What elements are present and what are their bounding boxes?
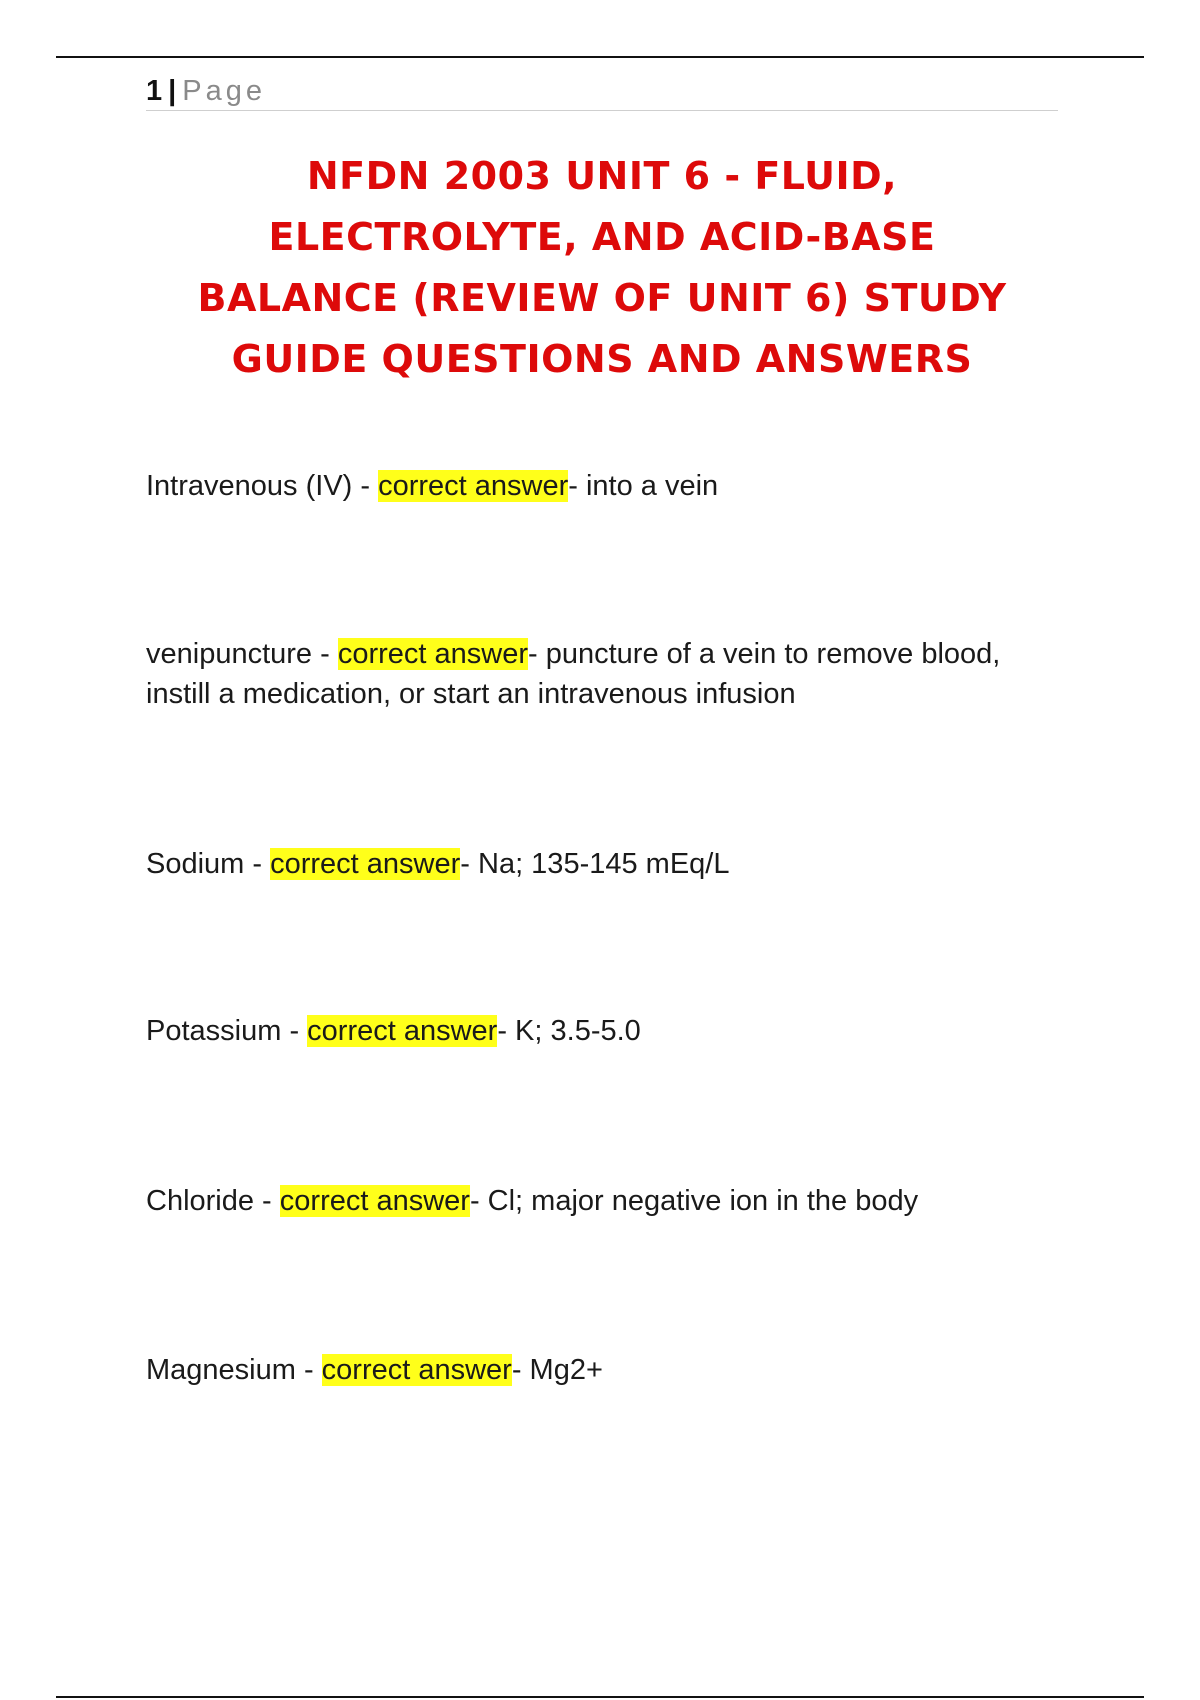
qa-answer: - puncture of a vein to remove blood, instill a medication, or start an intravenous infusion xyxy=(146,638,1001,710)
qa-item-venipuncture xyxy=(146,634,1046,714)
title-line: ELECTROLYTE, AND ACID-BASE xyxy=(268,215,936,259)
title-line: BALANCE (REVIEW OF UNIT 6) STUDY xyxy=(197,276,1007,320)
top-rule xyxy=(56,56,1144,58)
qa-answer: - Na; 135-145 mEq/L xyxy=(460,848,730,880)
qa-term: Sodium - xyxy=(146,848,271,880)
qa-item-magnesium xyxy=(146,1350,1046,1390)
qa-item-intravenous xyxy=(146,466,1046,506)
document-title xyxy=(146,146,1058,390)
qa-item-potassium xyxy=(146,1011,1046,1051)
qa-answer: - K; 3.5-5.0 xyxy=(497,1015,641,1047)
page-separator: | xyxy=(168,75,177,107)
qa-item-chloride xyxy=(146,1181,1046,1221)
title-line: GUIDE QUESTIONS AND ANSWERS xyxy=(231,337,973,381)
qa-term: Intravenous (IV) - xyxy=(146,470,379,502)
qa-term: venipuncture - xyxy=(146,638,338,670)
correct-answer-highlight: correct answer xyxy=(337,638,528,670)
correct-answer-highlight: correct answer xyxy=(270,848,461,880)
correct-answer-highlight: correct answer xyxy=(321,1354,512,1386)
qa-term: Potassium - xyxy=(146,1015,308,1047)
page-label: Page xyxy=(182,75,266,107)
page-number: 1 xyxy=(146,75,163,107)
bottom-rule xyxy=(56,1696,1144,1698)
page-header xyxy=(146,72,1058,111)
qa-answer: - Mg2+ xyxy=(511,1354,603,1386)
qa-item-sodium xyxy=(146,844,1046,884)
correct-answer-highlight: correct answer xyxy=(307,1015,498,1047)
title-line: NFDN 2003 UNIT 6 - FLUID, xyxy=(306,154,898,198)
correct-answer-highlight: correct answer xyxy=(378,470,569,502)
qa-term: Magnesium - xyxy=(146,1354,322,1386)
qa-answer: - Cl; major negative ion in the body xyxy=(469,1185,919,1217)
qa-answer: - into a vein xyxy=(568,470,719,502)
qa-term: Chloride - xyxy=(146,1185,280,1217)
correct-answer-highlight: correct answer xyxy=(279,1185,470,1217)
